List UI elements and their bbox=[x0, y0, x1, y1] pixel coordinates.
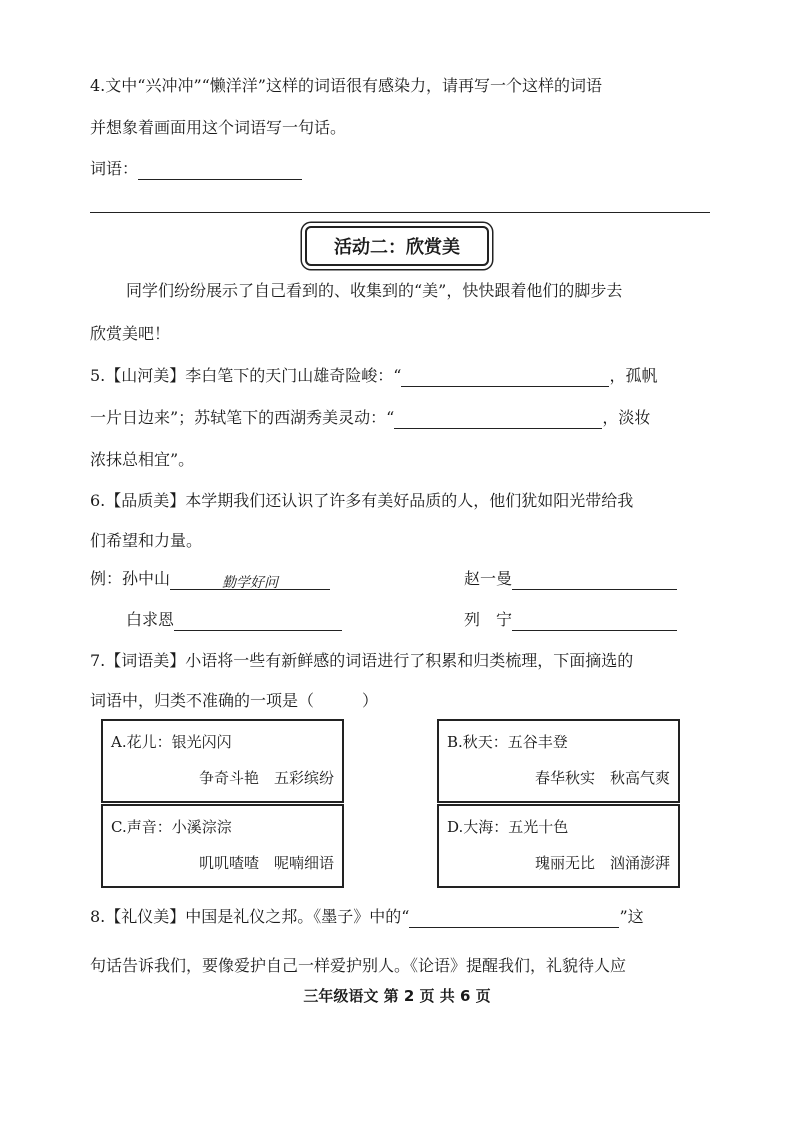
option-b-line2: 春华秋实 秋高气爽 bbox=[534, 769, 670, 787]
q6-line2: 们希望和力量。 bbox=[90, 531, 203, 550]
q4-word-row bbox=[90, 158, 302, 180]
option-b-line1: B.秋天：五谷丰登 bbox=[447, 733, 568, 751]
option-d-box[interactable] bbox=[437, 804, 680, 888]
q6-row-zhao bbox=[464, 568, 677, 590]
q4-word-blank[interactable] bbox=[138, 161, 302, 180]
q6-blank-lie[interactable] bbox=[512, 612, 677, 631]
q6-name-bai: 白求恩 bbox=[126, 610, 175, 629]
option-a-box[interactable] bbox=[101, 719, 344, 803]
q8-line1 bbox=[90, 906, 644, 928]
option-a-line2: 争奇斗艳 五彩缤纷 bbox=[198, 769, 334, 787]
q6-line1: 6.【品质美】本学期我们还认识了许多有美好品质的人，他们犹如阳光带给我 bbox=[90, 491, 634, 510]
q6-example-blank bbox=[170, 571, 330, 590]
q5-line1 bbox=[90, 365, 657, 387]
q7-line2: 词语中，归类不准确的一项是（ ） bbox=[90, 691, 379, 710]
q5-line2 bbox=[90, 407, 650, 429]
q5-text-b: ，孤帆 bbox=[609, 366, 658, 385]
option-b-box[interactable] bbox=[437, 719, 680, 803]
q8-text-b: ”这 bbox=[619, 907, 644, 926]
q4-line1: 4.文中“兴冲冲”“懒洋洋”这样的词语很有感染力，请再写一个这样的词语 bbox=[90, 76, 602, 95]
option-c-box[interactable] bbox=[101, 804, 344, 888]
q5-line3: 浓抹总相宜”。 bbox=[90, 450, 195, 469]
option-a-line1: A.花儿：银光闪闪 bbox=[111, 733, 232, 751]
q5-text-d: ，淡妆 bbox=[602, 408, 651, 427]
q6-blank-bai[interactable] bbox=[174, 612, 342, 631]
q6-blank-zhao[interactable] bbox=[512, 571, 677, 590]
q8-blank[interactable] bbox=[409, 909, 619, 928]
q4-line2: 并想象着画面用这个词语写一句话。 bbox=[90, 118, 347, 137]
q4-sentence-line[interactable] bbox=[90, 212, 710, 213]
option-d-line2: 瑰丽无比 汹涌澎湃 bbox=[534, 854, 670, 872]
q4-word-label: 词语： bbox=[90, 159, 139, 178]
activity-title: 活动二：欣赏美 bbox=[305, 226, 489, 266]
intro-line2: 欣赏美吧！ bbox=[90, 324, 171, 343]
option-c-line2: 叽叽喳喳 呢喃细语 bbox=[198, 854, 334, 872]
q6-example-answer: 勤学好问 bbox=[222, 575, 279, 591]
q6-name-lie: 列 宁 bbox=[464, 610, 513, 629]
option-d-line1: D.大海：五光十色 bbox=[447, 818, 569, 836]
intro-line1: 同学们纷纷展示了自己看到的、收集到的“美”，快快跟着他们的脚步去 bbox=[126, 281, 623, 300]
q5-text-c: 一片日边来”；苏轼笔下的西湖秀美灵动：“ bbox=[90, 408, 395, 427]
q7-line1: 7.【词语美】小语将一些有新鲜感的词语进行了积累和归类梳理，下面摘选的 bbox=[90, 651, 634, 670]
q6-row-lie bbox=[464, 609, 677, 631]
q5-text-a: 5.【山河美】李白笔下的天门山雄奇险峻：“ bbox=[90, 366, 402, 385]
q5-blank-1[interactable] bbox=[401, 368, 609, 387]
q8-text-a: 8.【礼仪美】中国是礼仪之邦。《墨子》中的“ bbox=[90, 907, 410, 926]
q6-example-row bbox=[90, 568, 330, 590]
option-c-line1: C.声音：小溪淙淙 bbox=[111, 818, 232, 836]
q6-example-label: 例：孙中山 bbox=[90, 569, 171, 588]
q6-name-zhao: 赵一曼 bbox=[464, 569, 513, 588]
q8-line2: 句话告诉我们，要像爱护自己一样爱护别人。《论语》提醒我们，礼貌待人应 bbox=[90, 956, 627, 975]
q5-blank-2[interactable] bbox=[394, 410, 602, 429]
page-footer: 三年级语文 第 2 页 共 6 页 bbox=[303, 987, 491, 1005]
q6-row-bai bbox=[126, 609, 342, 631]
